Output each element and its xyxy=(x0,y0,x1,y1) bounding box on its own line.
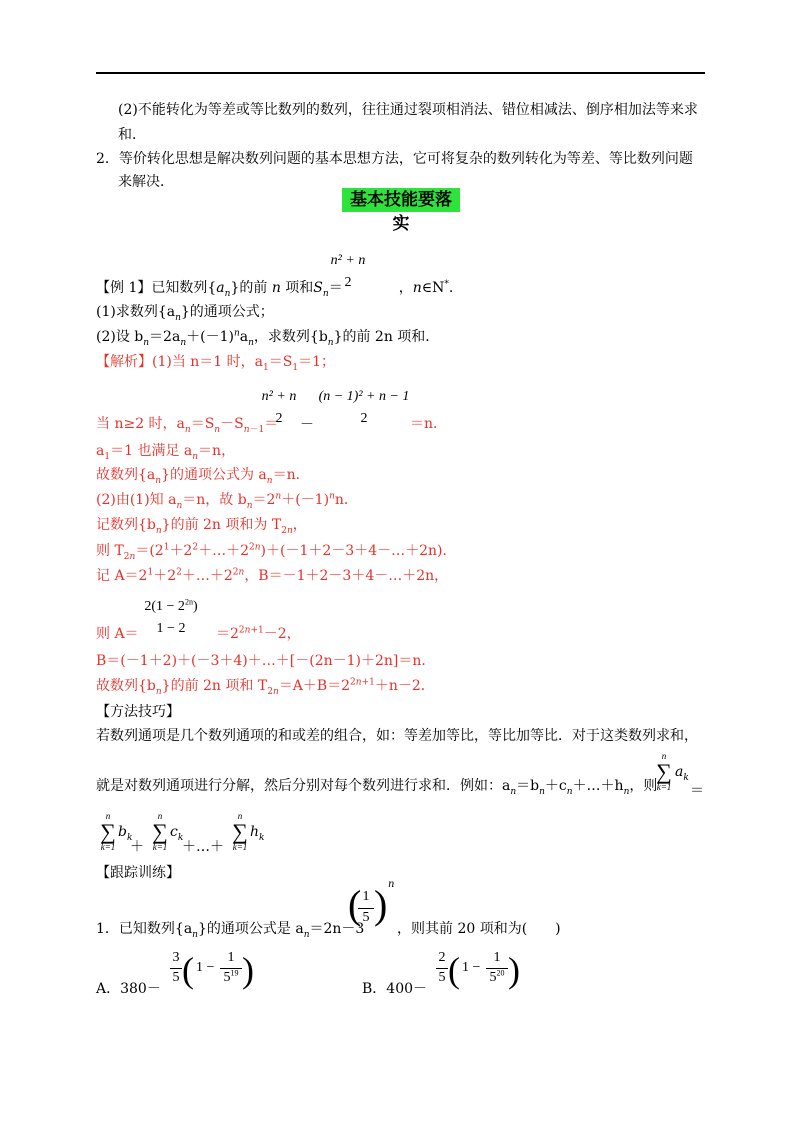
solution-line-2-end: ＝n． xyxy=(410,416,448,432)
text-line-4: 来解决． xyxy=(118,174,174,190)
solution-line-2: 当 n≥2 时，$a_n=S_n-S_{n-1}=$ xyxy=(96,416,279,435)
paren-open: ( xyxy=(348,882,362,927)
solution-line-6: 记数列$\{b_n\}$的前 2n 项和为 $T_{2n}$， xyxy=(96,517,307,536)
section-heading: 基本技能要落实 xyxy=(342,188,460,212)
text-line-2: 和． xyxy=(118,127,146,143)
solution-line-8: 记 $A=2^1+2^2+\dots+2^{2n}$，B＝－1＋2－3＋4－…＋2n， xyxy=(96,567,449,584)
solution-line-9: 则 A＝ xyxy=(96,626,139,642)
solution-line-11: 故数列$\{b_n\}$的前 2n 项和 $T_{2n}=A+B=2^{2n+1}+n-2$． xyxy=(96,677,435,697)
option-b-label[interactable]: B．400－ xyxy=(362,981,428,997)
sigma-h: n ∑ k=1 xyxy=(232,811,248,852)
example-question-2: (2)设 $b_n=2a_n+(-1)^na_n$，求数列$\{b_n\}$的前 2n 项和． xyxy=(96,328,440,348)
solution-line-10: B＝(－1＋2)＋(－3＋4)＋…＋[－(2n－1)＋2n]＝n． xyxy=(96,653,436,669)
solution-fraction-1: n² + n 2 xyxy=(261,389,297,426)
method-label: 【方法技巧】 xyxy=(96,704,180,720)
solution-fraction-3: $2(1 - 2^{2n})$ 1 − 2 xyxy=(144,597,198,636)
paren-close: ) xyxy=(374,882,388,927)
practice-question-1-end: ，则其前 20 项和为( ) xyxy=(397,921,561,937)
option-a-label[interactable]: A．380－ xyxy=(96,981,161,997)
practice-fraction: $\frac{1}{5}$ xyxy=(358,888,374,927)
sigma-c: n ∑ k=1 xyxy=(152,811,168,852)
header-rule xyxy=(96,72,705,74)
exponent-n: n xyxy=(388,879,395,890)
plus-sign: ＋ xyxy=(130,839,144,855)
solution-line-5: (2)由(1)知 $a_n=n$，故 $b_n=2^n+(-1)^nn$． xyxy=(96,491,358,511)
solution-fraction-2: (n − 1)² + n − 1 2 xyxy=(318,389,410,426)
solution-line-3: $a_1=1$ 也满足 $a_n=n$， xyxy=(96,443,236,462)
sigma-b-term: $b_k$ xyxy=(118,824,133,843)
method-equals: ＝ xyxy=(690,783,704,799)
method-line-2: 就是对数列通项进行分解，然后分别对每个数列进行求和．例如：$a_n=b_n+c_n+\dots+h_n$，则 xyxy=(96,778,658,797)
solution-minus: － xyxy=(300,417,314,433)
sigma-a: n ∑ k=1 xyxy=(656,751,672,792)
option-a-expression: 3 5 ( 1 − 1 $5^{19}$ ) xyxy=(170,948,254,996)
method-line-1: 若数列通项是几个数列通项的和或差的组合，如：等差加等比，等比加等比．对于这类数列求和， xyxy=(96,728,698,744)
sigma-h-term: $h_k$ xyxy=(250,824,265,843)
text-line-1: (2)不能转化为等差或等比数列的数列，往往通过裂项相消法、错位相减法、倒序相加法等来求 xyxy=(118,102,698,118)
practice-question-1: 1．已知数列$\{a_n\}$的通项公式是 $a_n=2n-3$ xyxy=(96,921,365,940)
solution-line-7: 则 $T_{2n}=(2^1+2^2+\dots+2^{2n})+(-1+2-3+4-\dots+2n)$． xyxy=(96,542,457,562)
solution-line-9-end: $=2^{2n+1}-2$， xyxy=(216,625,301,642)
option-b-expression: 2 5 ( 1 − 1 $5^{20}$ ) xyxy=(436,948,520,996)
practice-label: 【跟踪训练】 xyxy=(96,865,180,881)
sigma-b: n ∑ k=1 xyxy=(100,811,116,852)
text-line-3: 2．等价转化思想是解决数列问题的基本思想方法，它可将复杂的数列转化为等差、等比数列问题 xyxy=(96,151,693,167)
example-statement: 【例 1】已知数列$\{a_n\}$的前 n 项和$S_n=$ ，n∈N*. xyxy=(96,279,454,299)
sigma-a-term: $a_k$ xyxy=(675,764,689,783)
example-fraction: n² + n 2 xyxy=(330,253,366,290)
example-question-1: (1)求数列$\{a_n\}$的通项公式； xyxy=(96,304,274,323)
solution-line-4: 故数列$\{a_n\}$的通项公式为 $a_n=n$． xyxy=(96,467,310,486)
solution-line-1: 【解析】(1)当 n＝1 时，$a_1=S_1=1$； xyxy=(96,354,335,373)
plus-dots: ＋…＋ xyxy=(182,839,224,855)
sigma-c-term: $c_k$ xyxy=(170,824,184,843)
